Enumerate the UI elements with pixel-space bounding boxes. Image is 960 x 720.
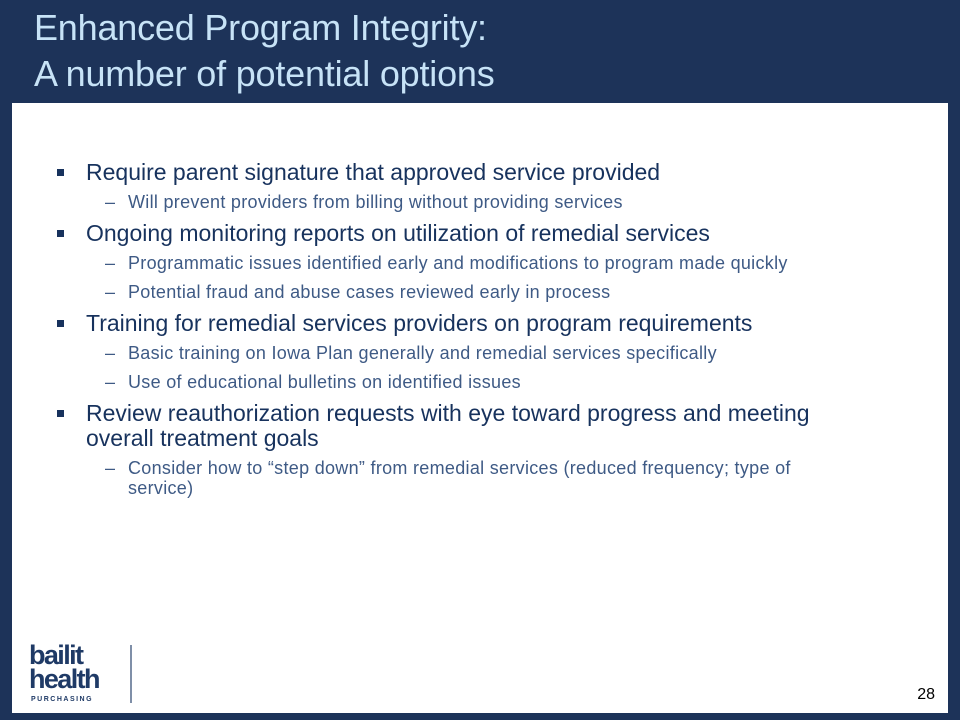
sub-bullet-item (56, 372, 856, 392)
bullet-text: Ongoing monitoring reports on utilization of remedial services (86, 220, 710, 246)
sub-bullet-text: Consider how to “step down” from remedial services (reduced frequency; type of service) (128, 458, 791, 498)
page-number: 28 (917, 686, 935, 703)
bullet-text: Require parent signature that approved service provided (86, 159, 661, 185)
dash-icon: – (105, 282, 116, 302)
dash-icon: – (105, 458, 116, 478)
title-bar (0, 0, 960, 103)
dash-icon: – (105, 343, 116, 363)
sub-bullet-text: Programmatic issues identified early and modifications to program made quickly (128, 253, 788, 273)
bullet-item (56, 221, 856, 246)
slide-title-line-1: Enhanced Program Integrity: (34, 7, 487, 48)
bullet-item (56, 160, 856, 185)
sub-bullet-text: Potential fraud and abuse cases reviewed early in process (128, 282, 611, 302)
square-bullet-icon (57, 169, 64, 176)
bullet-text: Training for remedial services providers on program requirements (86, 310, 753, 336)
sub-bullet-text: Will prevent providers from billing without providing services (128, 192, 623, 212)
slide-body (12, 103, 948, 713)
sub-bullet-text: Use of educational bulletins on identified issues (128, 372, 521, 392)
bullet-item (56, 311, 856, 336)
sub-bullet-text: Basic training on Iowa Plan generally and remedial services specifically (128, 343, 717, 363)
logo-word-2: health (29, 664, 99, 694)
sub-bullet-item (56, 458, 856, 498)
slide-title (34, 5, 495, 97)
sub-bullet-item (56, 282, 856, 302)
bullet-text: Review reauthorization requests with eye toward progress and meeting overall treatment goals (86, 400, 810, 451)
bailit-health-logo (27, 641, 147, 711)
logo-word-1: bailit (29, 640, 83, 670)
square-bullet-icon (57, 320, 64, 327)
logo-divider (130, 645, 132, 703)
bullet-list (56, 160, 856, 498)
square-bullet-icon (57, 230, 64, 237)
dash-icon: – (105, 192, 116, 212)
square-bullet-icon (57, 410, 64, 417)
bullet-item (56, 401, 856, 451)
logo-tagline: PURCHASING (31, 696, 94, 703)
dash-icon: – (105, 253, 116, 273)
sub-bullet-item (56, 253, 856, 273)
dash-icon: – (105, 372, 116, 392)
slide-title-line-2: A number of potential options (34, 53, 495, 94)
logo-wordmark (29, 640, 99, 694)
sub-bullet-item (56, 192, 856, 212)
sub-bullet-item (56, 343, 856, 363)
